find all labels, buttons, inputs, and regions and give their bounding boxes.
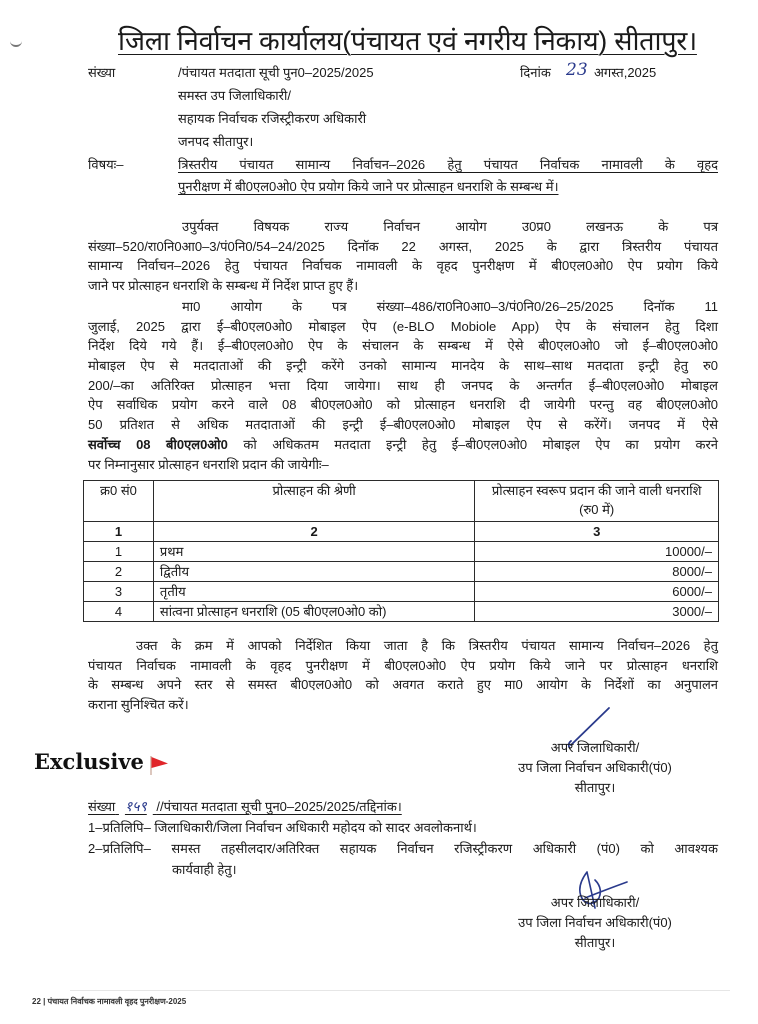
para2-line-6: ऐप सर्वाधिक प्रयोग करने वाले 08 बी0एल0ओ0 को प्रोत्साहन धनराशि दी जायेगी परन्तु वह बी0एल0ओ0 [88,397,718,413]
para2-bold-prefix: सर्वोच्च 08 बी0एल0ओ0 [88,436,228,452]
para2-line-8-rest: को अधिकतम मतदाता इन्ट्री हेतु ई–बी0एल0ओ0 मोबाइल ऐप का प्रयोग करने [243,436,718,452]
para2-line-2: जुलाई, 2025 द्वारा ई–बी0एल0ओ0 मोबाइल ऐप (e-BLO Mobiole App) ऐप के संचालन हेतु दिशा [88,318,718,334]
row-amount: 10000/– [475,542,719,562]
subject-text-1: त्रिस्तरीय पंचायत सामान्य निर्वाचन–2026 हेतु पंचायत निर्वाचक नामावली के वृहद [178,157,718,172]
date-month-year: अगस्त,2025 [594,65,657,80]
endorsement-number-label: संख्या [88,799,116,814]
header-amount: प्रोत्साहन स्वरूप प्रदान की जाने वाली धनराशि (रु0 में) [475,481,719,522]
signatory-designation-2: उप जिला निर्वाचन अधिकारी(पं0) [518,760,672,775]
reference-number: /पंचायत मतदाता सूची पुन0–2025/2025 [178,65,374,80]
row-serial: 4 [84,602,154,622]
paragraph-2 [88,297,718,474]
table-row [84,542,719,562]
para2-line-5: 200/–का अतिरिक्त प्रोत्साहन भत्ता दिया जायेगा। साथ ही जनपद के अन्तर्गत ई–बी0एल0ओ0 मोबाइल [88,377,718,393]
row-category: सांत्वना प्रोत्साहन धनराशि (05 बी0एल0ओ0 को) [153,602,474,622]
para2-line-8 [88,435,718,455]
para2-line-7: 50 प्रतिशत से अधिक मतदाताओं की इन्ट्री ई–बी0एल0ओ0 मोबाइल ऐप से करेंगें। जनपद में ऐसे [88,417,718,433]
signatory-designation-1: अपर जिलाधिकारी/ [550,895,640,910]
row-serial: 2 [84,562,154,582]
paragraph-3 [88,636,718,715]
para3-line-1: उक्त के क्रम में आपको निर्देशित किया जाता है कि त्रिस्तरीय पंचायत सामान्य निर्वाचन–2026 हेतु [136,638,718,653]
table-row [84,602,719,622]
column-number-1: 1 [84,522,154,542]
footer-divider [70,990,730,991]
date-label: दिनांक [520,65,551,80]
reference-number-label: संख्या [88,65,116,80]
para3-line-2: पंचायत निर्वाचक नामावली के वृहद पुनरीक्षण में बी0एल0ओ0 ऐप प्रयोग किये जाने पर प्रोत्साहन धनराशि [88,657,718,673]
page-title: जिला निर्वाचन कार्यालय(पंचायत एवं नगरीय निकाय) सीतापुर। [118,26,697,56]
signatory-location: सीतापुर। [574,780,616,795]
signatory-designation-1: अपर जिलाधिकारी/ [550,740,640,755]
endorsement-number-handwritten: १५९ [124,799,147,815]
endorsement-number-line [88,797,402,817]
copy-2-text: 2–प्रतिलिपि– समस्त तहसीलदार/अतिरिक्त सहायक निर्वाचन रजिस्ट्रीकरण अधिकारी (पं0) को आवश्यक [88,841,718,856]
para1-line-2: संख्या–520/रा0नि0आ0–3/पं0नि0/54–24/2025 दिनॉक 22 अगस्त, 2025 के द्वारा त्रिस्तरीय पंचायत [88,238,718,254]
subject-label: विषयः– [88,157,124,172]
copy-2-line-2: कार्यवाही हेतु। [172,862,237,877]
row-amount: 6000/– [475,582,719,602]
table-column-number-row [84,522,719,542]
row-amount: 3000/– [475,602,719,622]
para2-line-1: मा0 आयोग के पत्र संख्या–486/रा0नि0आ0–3/पं0नि0/26–25/2025 दिनॉक 11 [182,299,718,314]
exclusive-watermark: Exclusive [34,749,144,774]
header-category: प्रोत्साहन की श्रेणी [153,481,474,522]
copy-2-line-1 [88,839,718,858]
para3-line-4: कराना सुनिश्चित करें। [88,697,189,713]
column-number-2: 2 [153,522,474,542]
para2-line-3: निर्देश दिये गये हैं। ई–बी0एल0ओ0 ऐप के संचालन के सम्बन्ध में ऐसे बी0एल0ओ0 जो ई–बी0एल0ओ0 [88,338,718,354]
row-category: प्रथम [153,542,474,562]
endorsement-number-ref: //पंचायत मतदाता सूची पुन0–2025/2025/तद्दिनांक। [156,799,402,814]
addressee-line-1: समस्त उप जिलाधिकारी/ [178,88,291,103]
copy-1: 1–प्रतिलिपि– जिलाधिकारी/जिला निर्वाचन अधिकारी महोदय को सादर अवलोकनार्थ। [88,820,477,835]
red-flag-icon [148,754,170,776]
subject-line-1 [178,155,718,174]
row-serial: 3 [84,582,154,602]
signatory-location: सीतापुर। [574,935,616,950]
subject-line-2: पुनरीक्षण में बी0एल0ओ0 ऐप प्रयोग किये जाने पर प्रोत्साहन धनराशि के सम्बन्ध में। [178,179,559,194]
paragraph-1 [88,217,718,296]
header-serial-number: क्र0 सं0 [84,481,154,522]
page-footer: 22 | पंचायत निर्वाचक नामावली वृहद पुनरीक्षण-2025 [32,997,187,1006]
incentive-table [83,480,719,622]
addressee-line-2: सहायक निर्वाचक रजिस्ट्रीकरण अधिकारी [178,111,367,126]
row-serial: 1 [84,542,154,562]
signature-block-2 [470,893,720,953]
addressee-line-3: जनपद सीतापुर। [178,134,254,149]
para1-line-4: जाने पर प्रोत्साहन धनराशि के सम्बन्ध में निर्देश प्राप्त हुए हैं। [88,278,359,294]
row-amount: 8000/– [475,562,719,582]
table-row [84,582,719,602]
para2-line-9: पर निम्नानुसार प्रोत्साहन धनराशि प्रदान की जायेगीः– [88,456,329,472]
signature-block-1 [470,738,720,798]
stray-mark [10,41,22,47]
date-handwritten: 23 [566,60,588,80]
row-category: तृतीय [153,582,474,602]
para3-line-3: के सम्बन्ध अपने स्तर से समस्त बी0एल0ओ0 को अवगत कराते हुए मा0 आयोग के निर्देशों का अनुपालन [88,677,718,693]
table-header-row [84,481,719,522]
para2-line-4: मोबाइल ऐप से मतदाताओं की इन्ट्री करेंगे उनको सामान्य मानदेय के साथ–साथ मतदाता इन्ट्री हेतु रु0 [88,358,718,374]
signatory-designation-2: उप जिला निर्वाचन अधिकारी(पं0) [518,915,672,930]
table-row [84,562,719,582]
para1-line-1: उपुर्यक्त विषयक राज्य निर्वाचन आयोग उ0प्र0 लखनऊ के पत्र [182,219,718,234]
column-number-3: 3 [475,522,719,542]
para1-line-3: सामान्य निर्वाचन–2026 हेतु पंचायत निर्वाचक नामावली के वृहद पुनरीक्षण में बी0एल0ओ0 ऐप प्रयोग किये [88,258,718,274]
row-category: द्वितीय [153,562,474,582]
